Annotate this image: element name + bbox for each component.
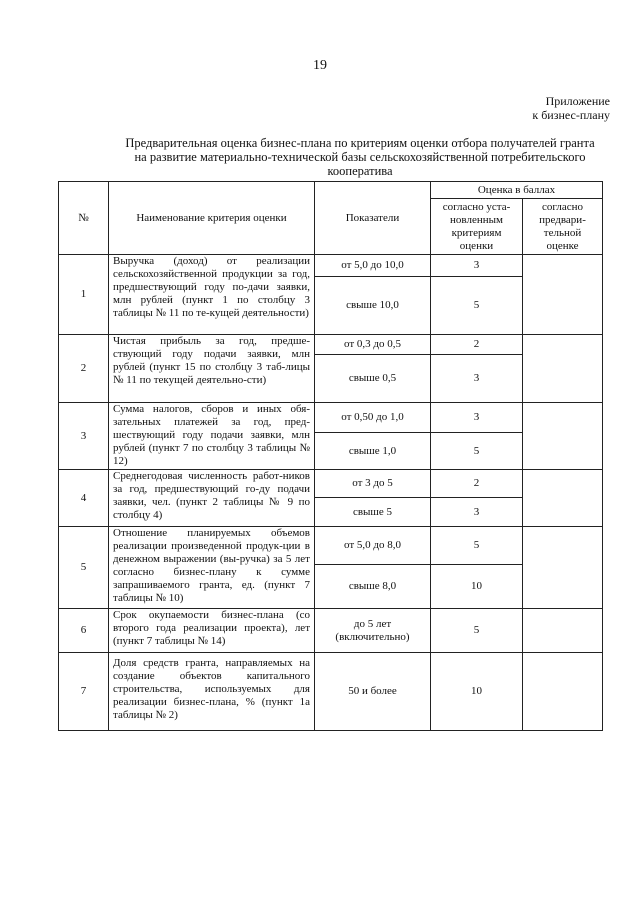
header-indicators: Показатели <box>315 182 431 255</box>
row-number: 1 <box>59 255 109 335</box>
criterion-name: Выручка (доход) от реализации сельскохозяйственной продукции за год, предшествующий году по-дачи заявки, млн рублей (пункт 1 по столбцу 3 таблицы № 11 по те-кущей деятельности) <box>109 255 315 335</box>
indicator-cell: 50 и более <box>315 653 431 731</box>
header-score-established: согласно уста-новленным критериям оценки <box>431 199 523 255</box>
indicator-cell: свыше 0,5 <box>315 355 431 403</box>
score-preliminary-cell <box>523 470 603 527</box>
row-number: 2 <box>59 335 109 403</box>
table-row <box>59 335 603 355</box>
row-number: 4 <box>59 470 109 527</box>
score-established-cell: 3 <box>431 255 523 277</box>
indicator-cell: свыше 5 <box>315 498 431 527</box>
header-score-preliminary: согласно предвари-тельной оценке <box>523 199 603 255</box>
title-line-1: Предварительная оценка бизнес-плана по критериям оценки отбора получателей гранта <box>125 136 595 150</box>
score-preliminary-cell <box>523 255 603 335</box>
appendix-line-2: к бизнес-плану <box>532 108 610 122</box>
row-number: 6 <box>59 609 109 653</box>
table-row <box>59 609 603 653</box>
indicator-cell: от 3 до 5 <box>315 470 431 498</box>
score-established-cell: 3 <box>431 498 523 527</box>
page-number: 19 <box>313 58 327 73</box>
evaluation-table <box>58 181 603 731</box>
indicator-cell: от 0,50 до 1,0 <box>315 403 431 433</box>
indicator-cell: от 0,3 до 0,5 <box>315 335 431 355</box>
score-established-cell: 10 <box>431 653 523 731</box>
criterion-name: Среднегодовая численность работ-ников за год, предшествующий го-ду подачи заявки, чел. (пункт 2 таблицы № 9 по столбцу 4) <box>109 470 315 527</box>
appendix-label <box>532 94 610 122</box>
table-row <box>59 403 603 433</box>
appendix-line-1: Приложение <box>545 94 610 108</box>
score-preliminary-cell <box>523 403 603 470</box>
header-score-group: Оценка в баллах <box>431 182 603 199</box>
score-preliminary-cell <box>523 653 603 731</box>
criterion-name: Срок окупаемости бизнес-плана (со второго года реализации проекта), лет (пункт 7 таблицы № 14) <box>109 609 315 653</box>
indicator-cell: от 5,0 до 10,0 <box>315 255 431 277</box>
criterion-name: Чистая прибыль за год, предше-ствующий году подачи заявки, млн рублей (пункт 15 по столбцу 3 таб-лицы № 11 по текущей деятельно-сти) <box>109 335 315 403</box>
score-established-cell: 2 <box>431 335 523 355</box>
criterion-name: Доля средств гранта, направляемых на создание объектов капитального строительства, используемых для реализации бизнес-плана, % (пункт 1а таблицы № 2) <box>109 653 315 731</box>
row-number: 3 <box>59 403 109 470</box>
table-row <box>59 527 603 565</box>
document-title <box>110 136 610 178</box>
row-number: 5 <box>59 527 109 609</box>
score-preliminary-cell <box>523 335 603 403</box>
indicator-cell: от 5,0 до 8,0 <box>315 527 431 565</box>
score-established-cell: 10 <box>431 565 523 609</box>
indicator-cell: до 5 лет (включительно) <box>315 609 431 653</box>
criterion-name: Сумма налогов, сборов и иных обя-зательных платежей за год, пред-шествующий году подачи заявки, млн рублей (пункт 7 по столбцу 3 таблицы № 12) <box>109 403 315 470</box>
score-established-cell: 5 <box>431 609 523 653</box>
score-preliminary-cell <box>523 609 603 653</box>
score-established-cell: 2 <box>431 470 523 498</box>
score-established-cell: 3 <box>431 355 523 403</box>
title-line-2: на развитие материально-технической базы сельскохозяйственной потребительского <box>134 150 586 164</box>
table-row <box>59 470 603 498</box>
table-row <box>59 255 603 277</box>
score-established-cell: 5 <box>431 433 523 470</box>
score-established-cell: 5 <box>431 527 523 565</box>
row-number: 7 <box>59 653 109 731</box>
indicator-cell: свыше 8,0 <box>315 565 431 609</box>
title-line-3: кооператива <box>327 164 393 178</box>
criterion-name: Отношение планируемых объемов реализации произведенной продук-ции в денежном выражении (вы-ручка) за 5 лет согласно бизнес-плану к сумме запрашиваемого гранта, ед. (пункт 7 таблицы № 10) <box>109 527 315 609</box>
score-preliminary-cell <box>523 527 603 609</box>
header-num: № <box>59 182 109 255</box>
indicator-cell: свыше 10,0 <box>315 277 431 335</box>
header-criterion-name: Наименование критерия оценки <box>109 182 315 255</box>
indicator-cell: свыше 1,0 <box>315 433 431 470</box>
score-established-cell: 3 <box>431 403 523 433</box>
table-row <box>59 653 603 731</box>
score-established-cell: 5 <box>431 277 523 335</box>
